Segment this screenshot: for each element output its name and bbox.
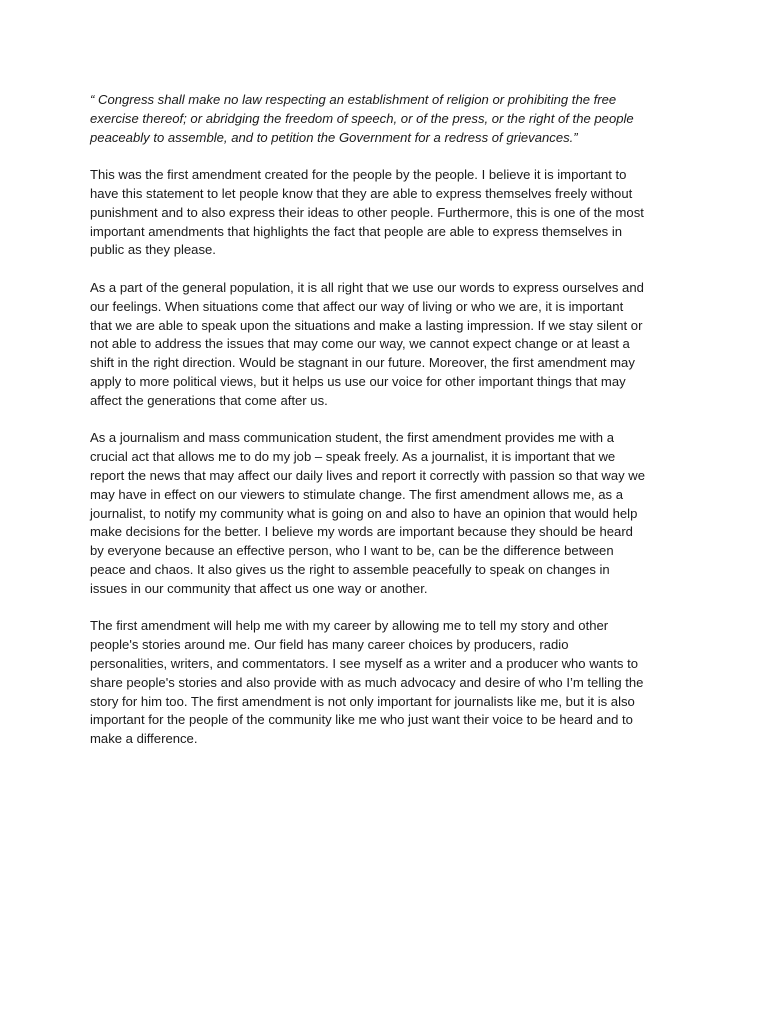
paragraph-general-population (90, 279, 680, 411)
paragraph-line: our feelings. When situations come that affect our way of living or who we are, it is important (90, 298, 624, 314)
paragraph-line: by everyone because an effective person, who I want to be, can be the difference between (90, 543, 614, 559)
paragraph-line: report the news that may affect our daily lives and report it correctly with passion so that way we (90, 467, 646, 483)
paragraph-line: story for him too. The first amendment is not only important for journalists like me, but it is also (90, 693, 635, 709)
paragraph-line: public as they please. (90, 242, 216, 258)
paragraph-line: make decisions for the better. I believe my words are important because they should be heard (90, 524, 633, 540)
paragraph-line: have this statement to let people know that they are able to express themselves freely without (90, 185, 633, 201)
paragraph-line: apply to more political views, but it helps us use our voice for other important things that may (90, 373, 626, 389)
paragraph-line: share people's stories and also provide with as much advocacy and desire of who I’m telling the (90, 674, 644, 690)
quote-line: exercise thereof; or abridging the freedom of speech, or of the press, or the right of the people (90, 110, 634, 126)
paragraph-line: crucial act that allows me to do my job – speak freely. As a journalist, it is important that we (90, 449, 616, 465)
paragraph-line: that we are able to speak upon the situations and make a lasting impression. If we stay silent or (90, 317, 643, 333)
paragraph-line: make a difference. (90, 731, 198, 747)
paragraph-line: not able to address the issues that may come our way, we cannot expect change or at least a (90, 336, 630, 352)
paragraph-line: The first amendment will help me with my career by allowing me to tell my story and other (90, 618, 609, 634)
paragraph-line: may have in effect on our viewers to stimulate change. The first amendment allows me, as a (90, 486, 623, 502)
paragraph-line: punishment and to also express their ideas to other people. Furthermore, this is one of the most (90, 204, 644, 220)
paragraph-line: peace and chaos. It also gives us the right to assemble peacefully to speak on changes in (90, 561, 610, 577)
paragraph-first-amendment-purpose (90, 166, 680, 260)
paragraph-line: issues in our community that affect us one way or another. (90, 580, 428, 596)
constitution-quote (90, 91, 680, 147)
paragraph-line: shift in the right direction. Would be stagnant in our future. Moreover, the first amendment may (90, 355, 635, 371)
quote-line: peaceably to assemble, and to petition the Government for a redress of grievances.” (90, 129, 578, 145)
quote-line: “ Congress shall make no law respecting an establishment of religion or prohibiting the free (90, 92, 617, 107)
paragraph-line: journalist, to notify my community what is going on and also to have an opinion that would help (90, 505, 638, 521)
paragraph-line: This was the first amendment created for the people by the people. I believe it is important to (90, 167, 627, 183)
paragraph-journalism-student (90, 429, 680, 598)
paragraph-line: personalities, writers, and commentators. I see myself as a writer and a producer who wants to (90, 655, 638, 671)
paragraph-line: As a part of the general population, it is all right that we use our words to express ourselves and (90, 279, 644, 295)
paragraph-line: people's stories around me. Our field has many career choices by producers, radio (90, 637, 569, 653)
paragraph-line: important amendments that highlights the fact that people are able to express themselves in (90, 223, 623, 239)
paragraph-career (90, 617, 680, 749)
paragraph-line: important for the people of the community like me who just want their voice to be heard and to (90, 712, 633, 728)
paragraph-line: affect the generations that come after us. (90, 392, 328, 408)
document-body (90, 91, 680, 768)
paragraph-line: As a journalism and mass communication student, the first amendment provides me with a (90, 430, 614, 446)
